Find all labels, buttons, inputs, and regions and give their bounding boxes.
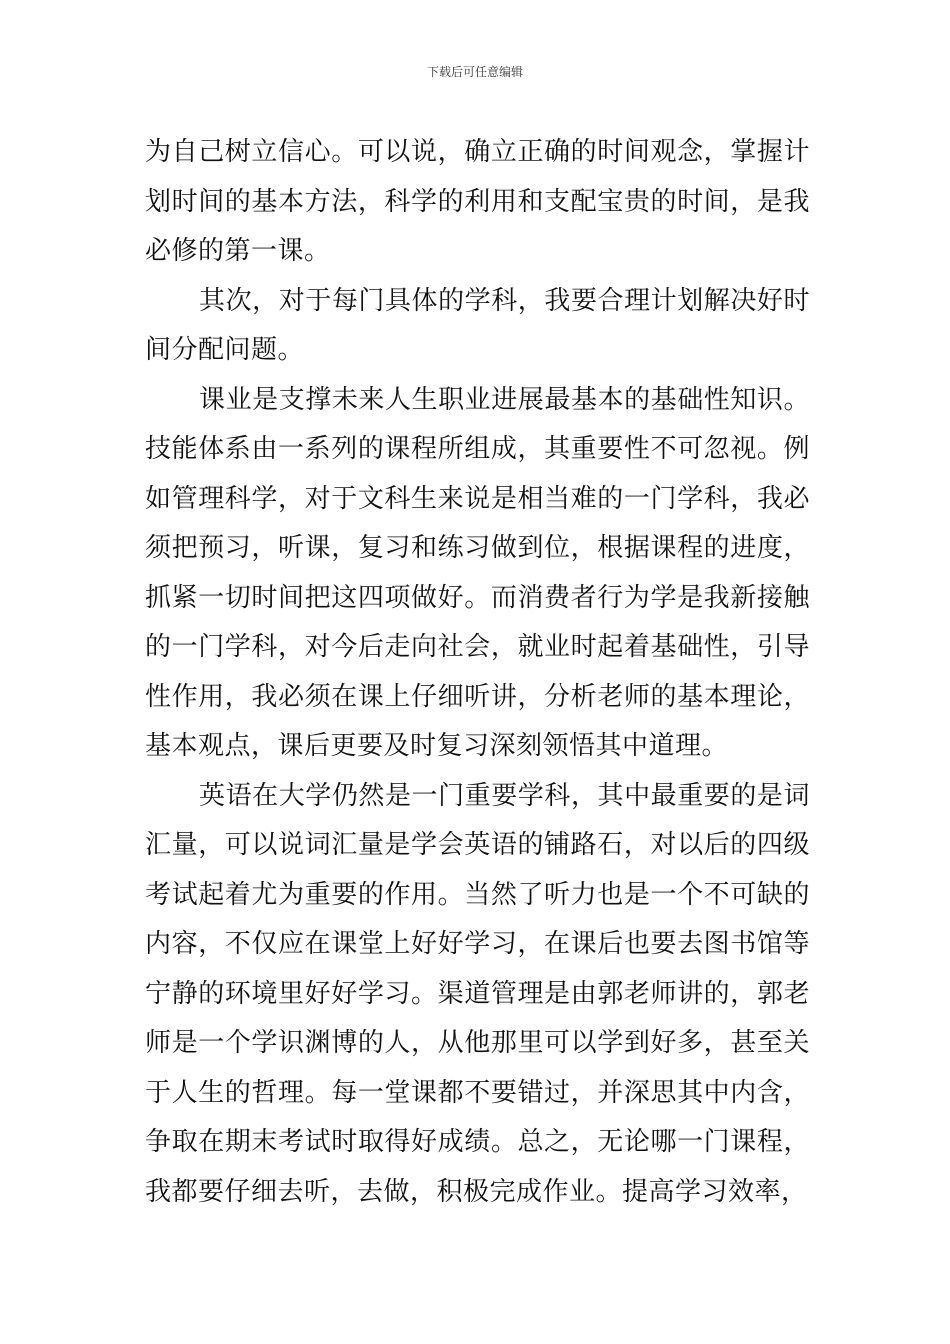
paragraph-continuation: 为自己树立信心。可以说，确立正确的时间观念，掌握计划时间的基本方法，科学的利用和支配宝贵的时间，是我必修的第一课。: [145, 137, 810, 266]
page-header: 下载后可任意编辑: [426, 65, 523, 79]
paragraph-time-allocation: 其次，对于每门具体的学科，我要合理计划解决好时间分配问题。: [145, 285, 810, 365]
document-body: [145, 128, 810, 1217]
paragraph-english: 英语在大学仍然是一门重要学科，其中最重要的是词汇量，可以说词汇量是学会英语的铺路石，对以后的四级考试起着尤为重要的作用。当然了听力也是一个不可缺的内容，不仅应在课堂上好好学习，在课后也要去图书馆等宁静的环境里好好学习。渠道管理是由郭老师讲的，郭老师是一个学识渊博的人，从他那里可以学到好多，甚至关于人生的哲理。每一堂课都不要错过，并深思其中内含，争取在期末考试时取得好成绩。总之，无论哪一门课程，我都要仔细去听，去做，积极完成作业。提高学习效率，: [145, 780, 810, 1207]
paragraph-coursework: 课业是支撑未来人生职业进展最基本的基础性知识。技能体系由一系列的课程所组成，其重要性不可忽视。例如管理科学，对于文科生来说是相当难的一门学科，我必须把预习，听课，复习和练习做到位，根据课程的进度，抓紧一切时间把这四项做好。而消费者行为学是我新接触的一门学科，对今后走向社会，就业时起着基础性，引导性作用，我必须在课上仔细听讲，分析老师的基本理论，基本观点，课后更要及时复习深刻领悟其中道理。: [145, 384, 810, 761]
